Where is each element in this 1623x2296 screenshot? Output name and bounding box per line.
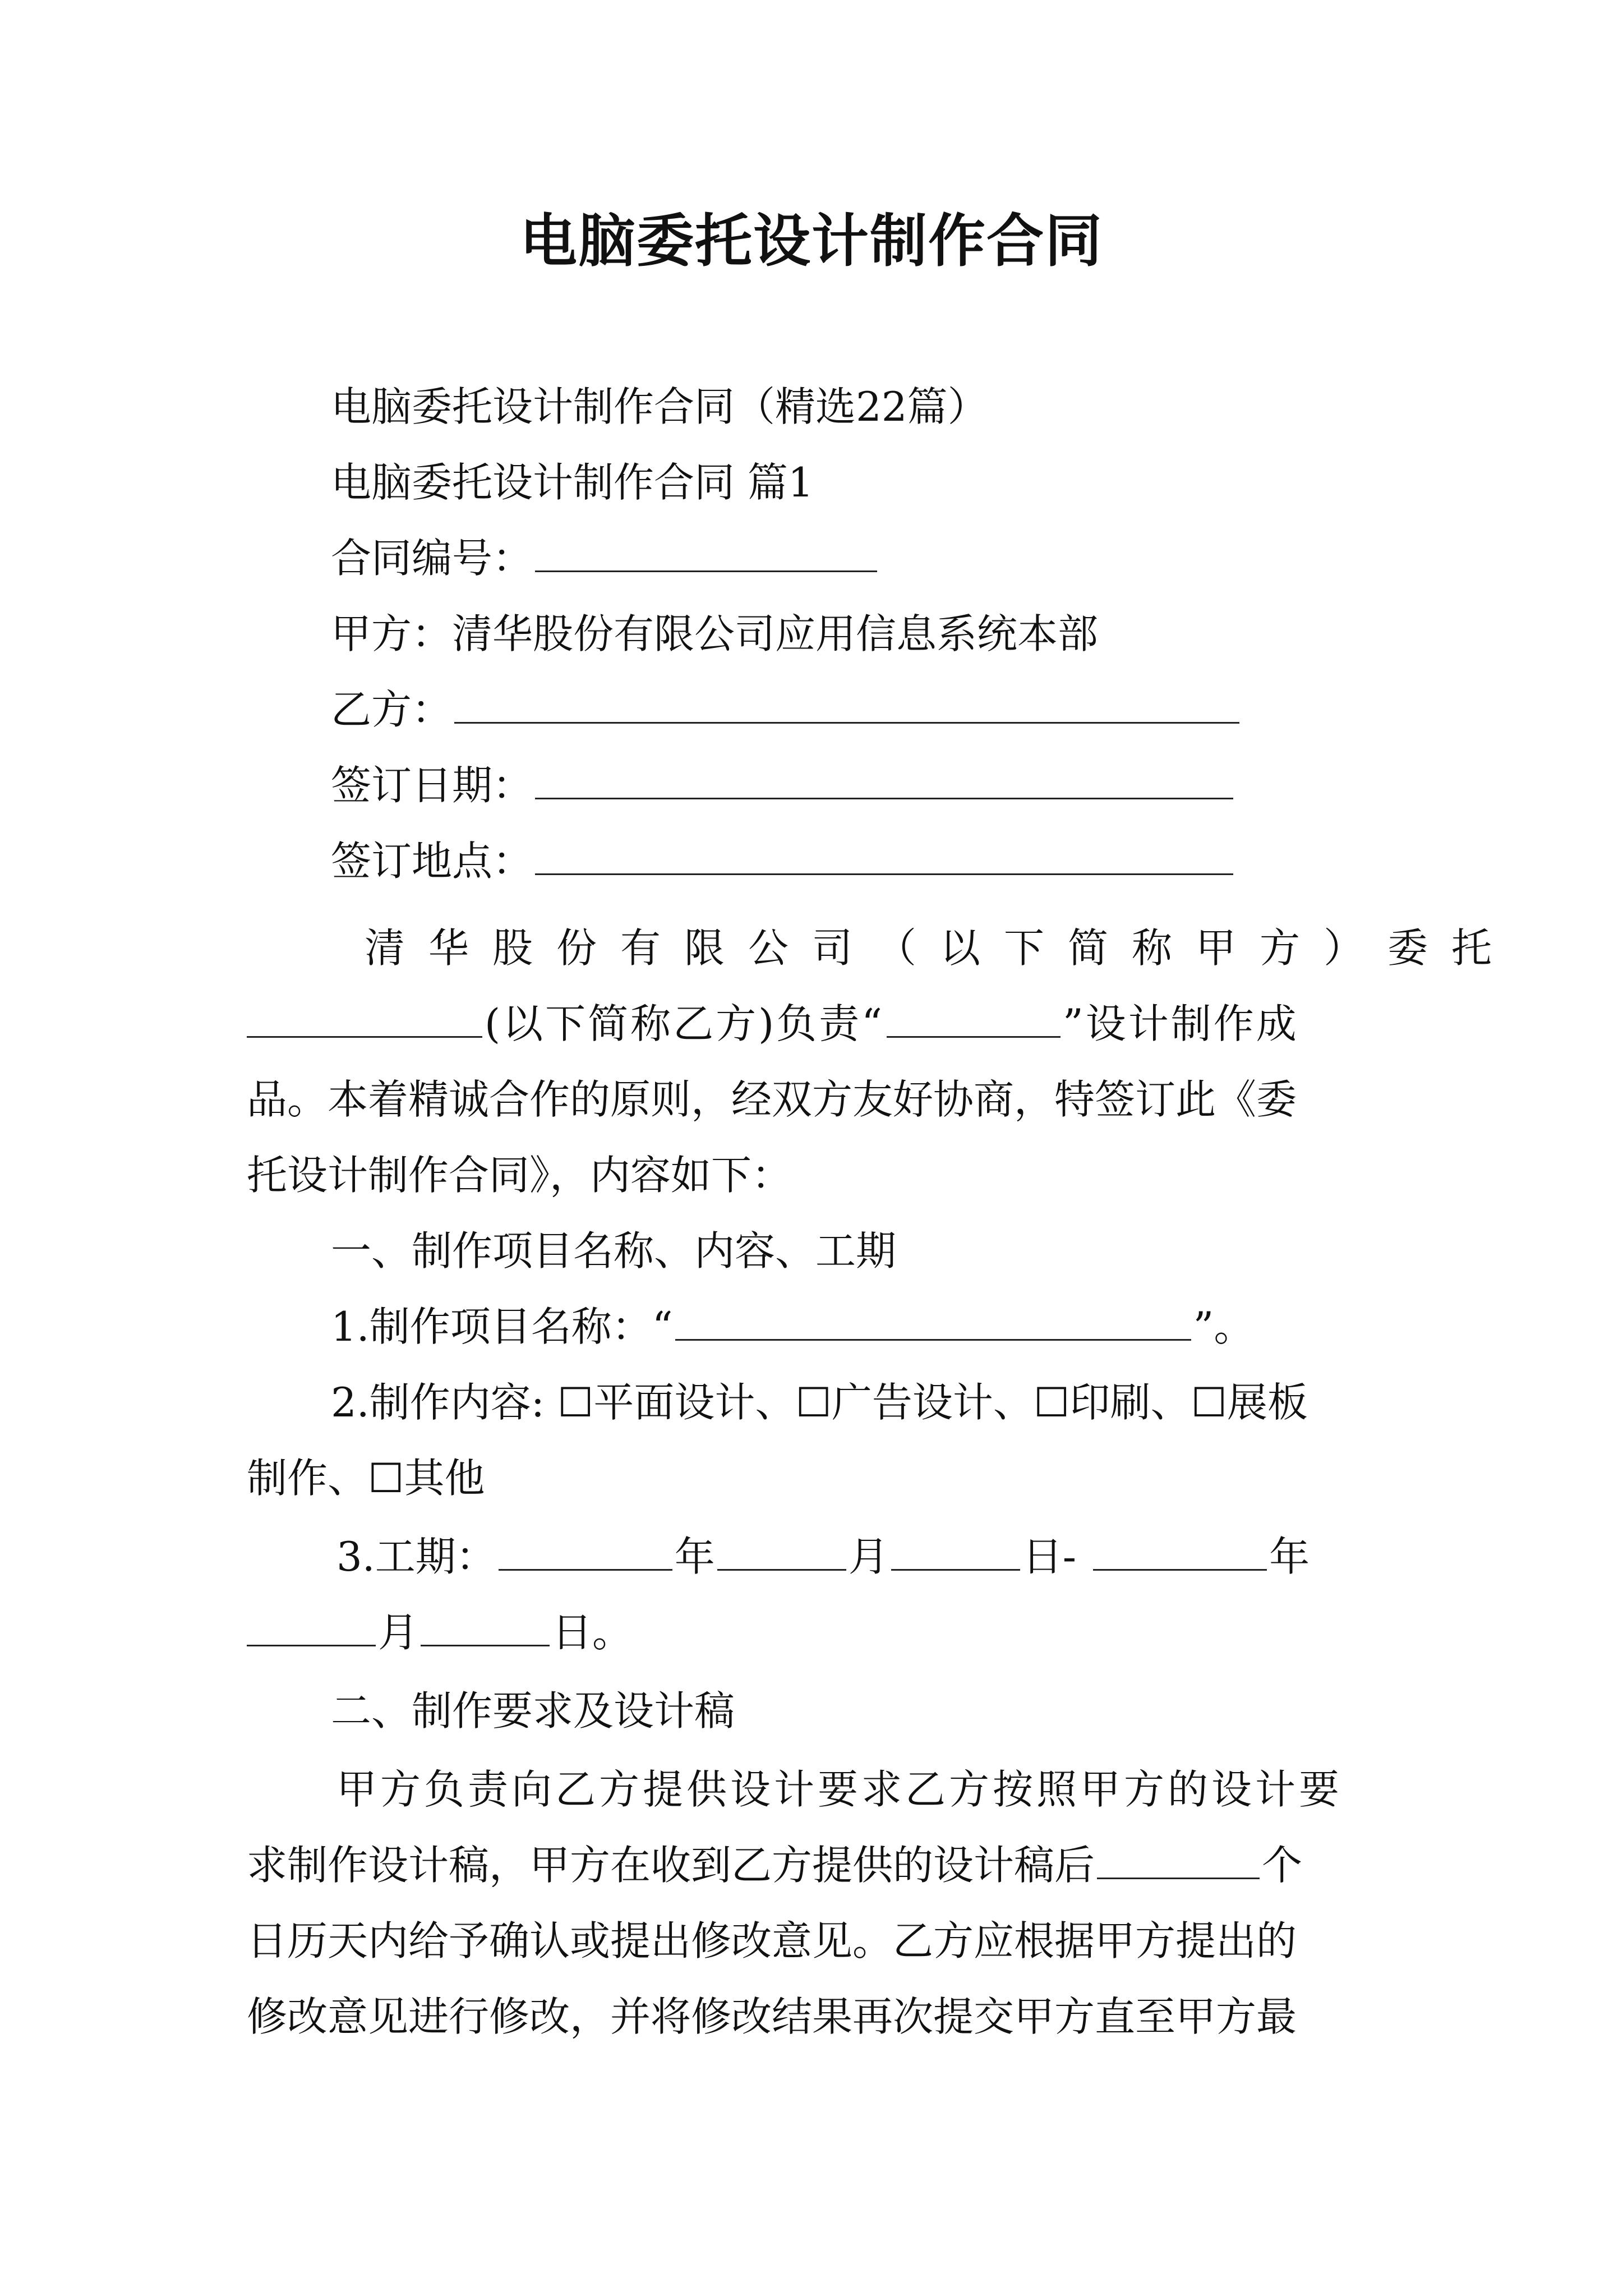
section-heading: 电脑委托设计制作合同 篇1 [331,459,814,506]
intro-line-2 [247,996,1299,1052]
intro-line-3: 品。本着精诚合作的原则，经双方友好协商，特签订此《委 [247,1076,1297,1123]
end-day-blank [421,1605,550,1646]
end-month-unit: 月 [378,1609,419,1656]
intro-line-2-text-a: (以下简称乙方)负责“ [485,1000,884,1047]
entrusted-party-blank [247,997,482,1038]
signing-date-blank [535,758,1233,799]
intro-line-1: 清华股份有限公司（以下简称甲方）委托 [365,924,1516,972]
signing-date-row [331,757,1235,813]
article-2-line-4: 修改意见进行修改，并将修改结果再次提交甲方直至甲方最 [247,1993,1297,2040]
party-b-label: 乙方： [331,686,453,733]
start-day-blank [891,1530,1020,1571]
article-2-heading: 二、制作要求及设计稿 [331,1687,735,1734]
article-1-item-3-cont [247,1604,633,1660]
party-b-row [331,682,1242,738]
document-title: 电脑委托设计制作合同 [520,208,1103,275]
start-month-blank [717,1530,846,1571]
end-day-unit: 日。 [552,1609,633,1656]
project-name-close: ”。 [1193,1303,1255,1350]
party-a-value: 清华股份有限公司应用信息系统本部 [452,610,1099,657]
document-subtitle: 电脑委托设计制作合同（精选22篇） [331,383,988,430]
schedule-label: 3.工期： [336,1533,496,1580]
project-name-blank [675,1300,1191,1341]
party-a-label: 甲方： [331,610,453,657]
article-2-line-3: 日历天内给予确认或提出修改意见。乙方应根据甲方提出的 [247,1917,1297,1964]
intro-line-2-text-b: ”设计制作成 [1063,1000,1299,1047]
start-month-unit: 月 [848,1533,889,1580]
party-b-blank [454,683,1239,724]
article-2-line-1: 甲方负责向乙方提供设计要求乙方按照甲方的设计要 [336,1766,1343,1813]
article-2-line-2 [247,1837,1302,1893]
review-days-blank [1097,1838,1260,1879]
signing-place-blank [535,834,1233,875]
end-month-blank [247,1605,376,1646]
signing-place-row [331,833,1235,889]
project-name-label: 1.制作项目名称：“ [331,1303,673,1350]
article-1-item-2-line-1: 2.制作内容: ☐平面设计、☐广告设计、☐印刷、☐展板 [331,1379,1308,1426]
article-1-item-2-line-2: 制作、☐其他 [247,1455,485,1502]
article-2-line-2-text: 求制作设计稿，甲方在收到乙方提供的设计稿后 [247,1842,1095,1889]
signing-place-label: 签订地点： [331,838,533,885]
article-1-item-1 [331,1299,1254,1355]
article-1-item-3 [336,1529,1310,1585]
party-a-row [331,606,1098,662]
contract-number-row [331,530,879,586]
contract-number-blank [535,531,877,572]
start-year-unit: 年 [674,1533,715,1580]
contract-number-label: 合同编号： [331,535,533,582]
design-item-blank [887,997,1061,1038]
end-year-blank [1093,1530,1267,1571]
start-year-blank [499,1530,672,1571]
end-year-unit: 年 [1269,1533,1310,1580]
start-day-unit: 日- [1022,1533,1077,1580]
intro-line-4: 托设计制作合同》，内容如下： [247,1152,792,1199]
signing-date-label: 签订日期： [331,762,533,809]
article-2-line-2-unit: 个 [1262,1842,1303,1889]
article-1-heading: 一、制作项目名称、内容、工期 [331,1227,897,1274]
